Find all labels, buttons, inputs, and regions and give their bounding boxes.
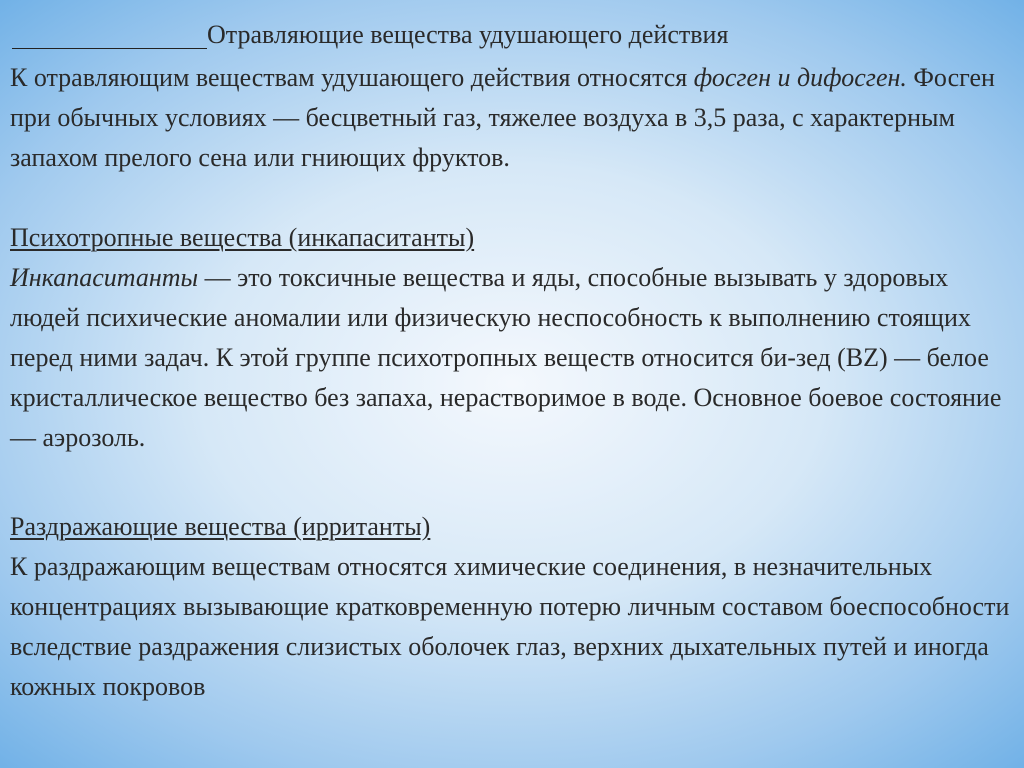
phosgene-lead: К отравляющим веществам удушающего действия относятся <box>10 63 694 92</box>
phosgene-description: Фосген при обычных условиях — бесцветный газ, тяжелее воздуха в 3,5 раза, с характерным запахом прелого сена или гниющих фруктов. <box>10 63 995 172</box>
paragraph-irritants: К раздражающим веществам относятся химические соединения, в незначительных концентрациях вызывающие кратковременную потерю личным составом боеспособности вследствие раздражения слизистых оболочек глаз, верхних дыхательных путей и иногда кожных покровов <box>10 552 1010 701</box>
title-underline-rule <box>12 48 207 49</box>
incapacitants-term: Инкапаситанты <box>10 263 199 292</box>
phosgene-agents: фосген и дифосген. <box>693 63 907 92</box>
heading-irritants-text: Раздражающие вещества (ирританты) <box>10 512 431 541</box>
incapacitants-description: — это токсичные вещества и яды, способные вызывать у здоровых людей психические аномалии или физическую неспособность к выполнению стоящих перед ними задач. К этой группе психотропных веществ относится би-зед (BZ) — белое кристаллическое вещество без запаха, нерастворимое в воде. Основное боевое состояние — аэрозоль. <box>10 263 1002 452</box>
heading-incapacitants <box>10 218 1018 258</box>
heading-irritants <box>10 507 1018 547</box>
paragraph-incapacitants <box>10 258 1018 458</box>
heading-incapacitants-text: Психотропные вещества (инкапаситанты) <box>10 223 475 252</box>
paragraph-phosgene <box>10 58 1018 178</box>
slide-title <box>12 15 1020 55</box>
title-text: Отравляющие вещества удушающего действия <box>207 20 729 49</box>
